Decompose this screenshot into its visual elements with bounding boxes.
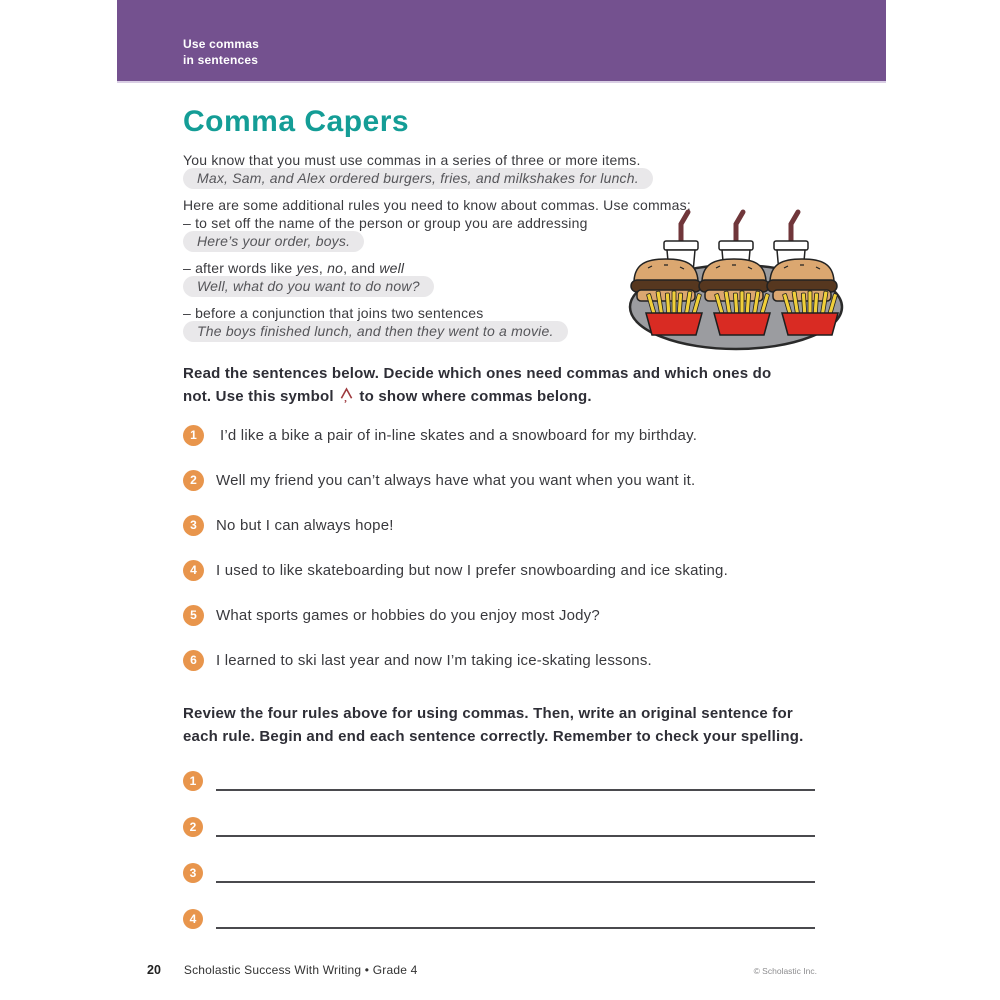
exercise-item <box>183 559 833 581</box>
directions-line2: not. Use this symbol , to show where commas belong. <box>183 388 592 405</box>
line-number-badge: 4 <box>183 909 203 929</box>
writing-line-row <box>183 816 815 837</box>
exercise-sentence: What sports games or hobbies do you enjoy most Jody? <box>216 606 600 624</box>
skill-banner <box>117 0 886 83</box>
review-directions-text <box>183 702 804 748</box>
skill-label-line2: in sentences <box>183 53 259 67</box>
item-number-badge: 2 <box>183 470 204 491</box>
answer-blank-line <box>216 909 815 929</box>
item-number-badge: 1 <box>183 425 204 446</box>
example-sentence-conjunction: The boys finished lunch, and then they went to a movie. <box>183 321 568 342</box>
rule-intro-words: – after words like yes, no, and well <box>183 260 405 276</box>
writing-line-row <box>183 908 815 929</box>
item-number-badge: 5 <box>183 605 204 626</box>
item-number-badge: 4 <box>183 560 204 581</box>
page-footer <box>147 963 817 977</box>
item-number-badge: 6 <box>183 650 204 671</box>
exercise-sentence: I’d like a bike a pair of in-line skates and a snowboard for my birthday. <box>220 426 698 444</box>
exercise-sentence: I learned to ski last year and now I’m taking ice-skating lessons. <box>216 651 652 669</box>
page-title: Comma Capers <box>183 105 410 138</box>
exercise-list <box>183 424 833 694</box>
rule-conjunction: – before a conjunction that joins two sentences <box>183 305 484 321</box>
line-number-badge: 3 <box>183 863 203 883</box>
exercise-sentence: No but I can always hope! <box>216 516 394 534</box>
answer-blank-line <box>216 817 815 837</box>
exercise-item <box>183 514 833 536</box>
line-number-badge: 1 <box>183 771 203 791</box>
book-title: Scholastic Success With Writing • Grade 4 <box>183 963 418 977</box>
example-sentence-series: Max, Sam, and Alex ordered burgers, fries, and milkshakes for lunch. <box>183 168 653 189</box>
answer-blank-line <box>216 863 815 883</box>
exercise-sentence: I used to like skateboarding but now I prefer snowboarding and ice skating. <box>216 561 728 579</box>
directions-text <box>183 362 771 408</box>
writing-line-row <box>183 770 815 791</box>
exercise-sentence: Well my friend you can’t always have what you want when you want it. <box>216 471 696 489</box>
lunch-tray-illustration <box>626 203 846 355</box>
writing-lines-section <box>183 770 815 954</box>
rule-addressing: – to set off the name of the person or group you are addressing <box>183 215 588 231</box>
directions-line1: Read the sentences below. Decide which ones need commas and which ones do <box>183 365 772 382</box>
intro-more-rules: Here are some additional rules you need to know about commas. Use commas: <box>183 197 691 213</box>
copyright-notice: © Scholastic Inc. <box>753 966 817 976</box>
page-number: 20 <box>147 963 161 977</box>
exercise-item <box>183 424 833 446</box>
writing-line-row <box>183 862 815 883</box>
answer-blank-line <box>216 771 815 791</box>
item-number-badge: 3 <box>183 515 204 536</box>
skill-label <box>183 36 259 68</box>
example-sentence-addressing: Here’s your order, boys. <box>183 231 364 252</box>
intro-lead: You know that you must use commas in a series of three or more items. <box>183 152 641 168</box>
svg-text:,: , <box>344 393 348 403</box>
line-number-badge: 2 <box>183 817 203 837</box>
review-line2: each rule. Begin and end each sentence correctly. Remember to check your spelling. <box>183 728 804 745</box>
insert-comma-caret-icon <box>340 387 353 403</box>
skill-label-line1: Use commas <box>183 37 260 51</box>
exercise-item <box>183 649 833 671</box>
review-line1: Review the four rules above for using commas. Then, write an original sentence for <box>183 705 793 722</box>
exercise-item <box>183 469 833 491</box>
exercise-item <box>183 604 833 626</box>
example-sentence-intro-word: Well, what do you want to do now? <box>183 276 434 297</box>
